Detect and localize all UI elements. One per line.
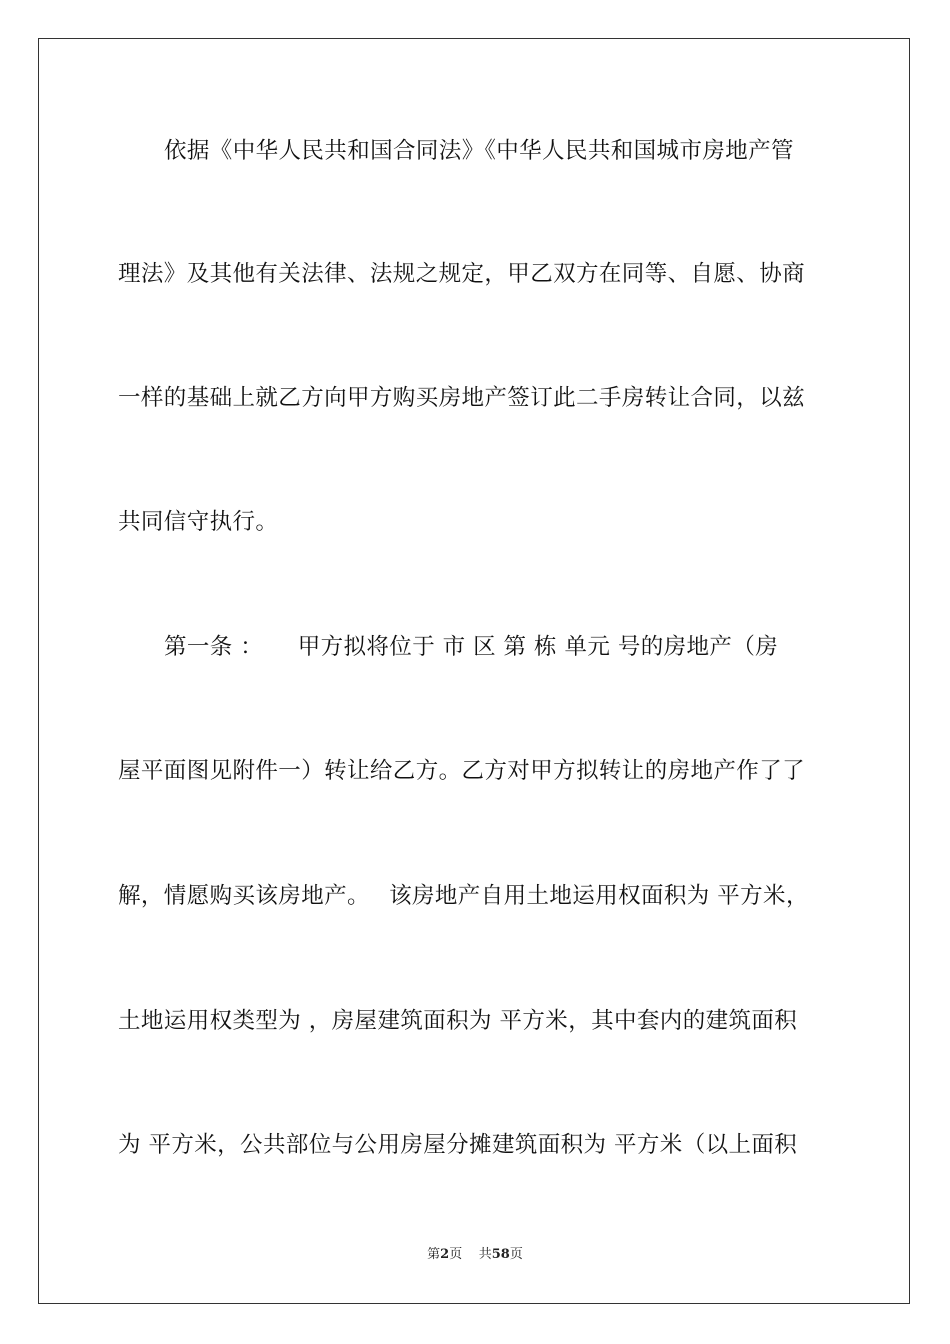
footer-total-suffix: 页 [509, 1247, 523, 1262]
paragraph-line-2: 理法》及其他有关法律、法规之规定，甲乙双方在同等、自愿、协商 [118, 261, 806, 287]
footer-total-prefix: 共 [478, 1247, 492, 1262]
footer-page-prefix: 第 [427, 1247, 441, 1262]
article-one-line-4: 土地运用权类型为 ，房屋建筑面积为 平方米，其中套内的建筑面积 [118, 1008, 798, 1034]
article-one-line-2: 屋平面图见附件一）转让给乙方。乙方对甲方拟转让的房地产作了了 [118, 758, 806, 784]
article-one-line-3: 解，情愿购买该房地产。 该房地产自用土地运用权面积为 平方米， [118, 883, 809, 909]
paragraph-line-4: 共同信守执行。 [118, 509, 279, 535]
paragraph-line-1: 依据《中华人民共和国合同法》《中华人民共和国城市房地产管 [164, 138, 794, 164]
page-footer [0, 1246, 950, 1264]
article-one-line-1: 第一条 ： 甲方拟将位于 市 区 第 栋 单元 号的房地产（房 [164, 634, 779, 660]
footer-page-suffix: 页 [449, 1247, 463, 1262]
paragraph-line-3: 一样的基础上就乙方向甲方购买房地产签订此二手房转让合同，以兹 [118, 385, 806, 411]
article-one-line-5: 为 平方米，公共部位与公用房屋分摊建筑面积为 平方米（以上面积 [118, 1132, 798, 1158]
footer-page-number: 2 [440, 1247, 450, 1262]
footer-total-pages: 58 [491, 1247, 510, 1262]
page-border [38, 38, 910, 1304]
